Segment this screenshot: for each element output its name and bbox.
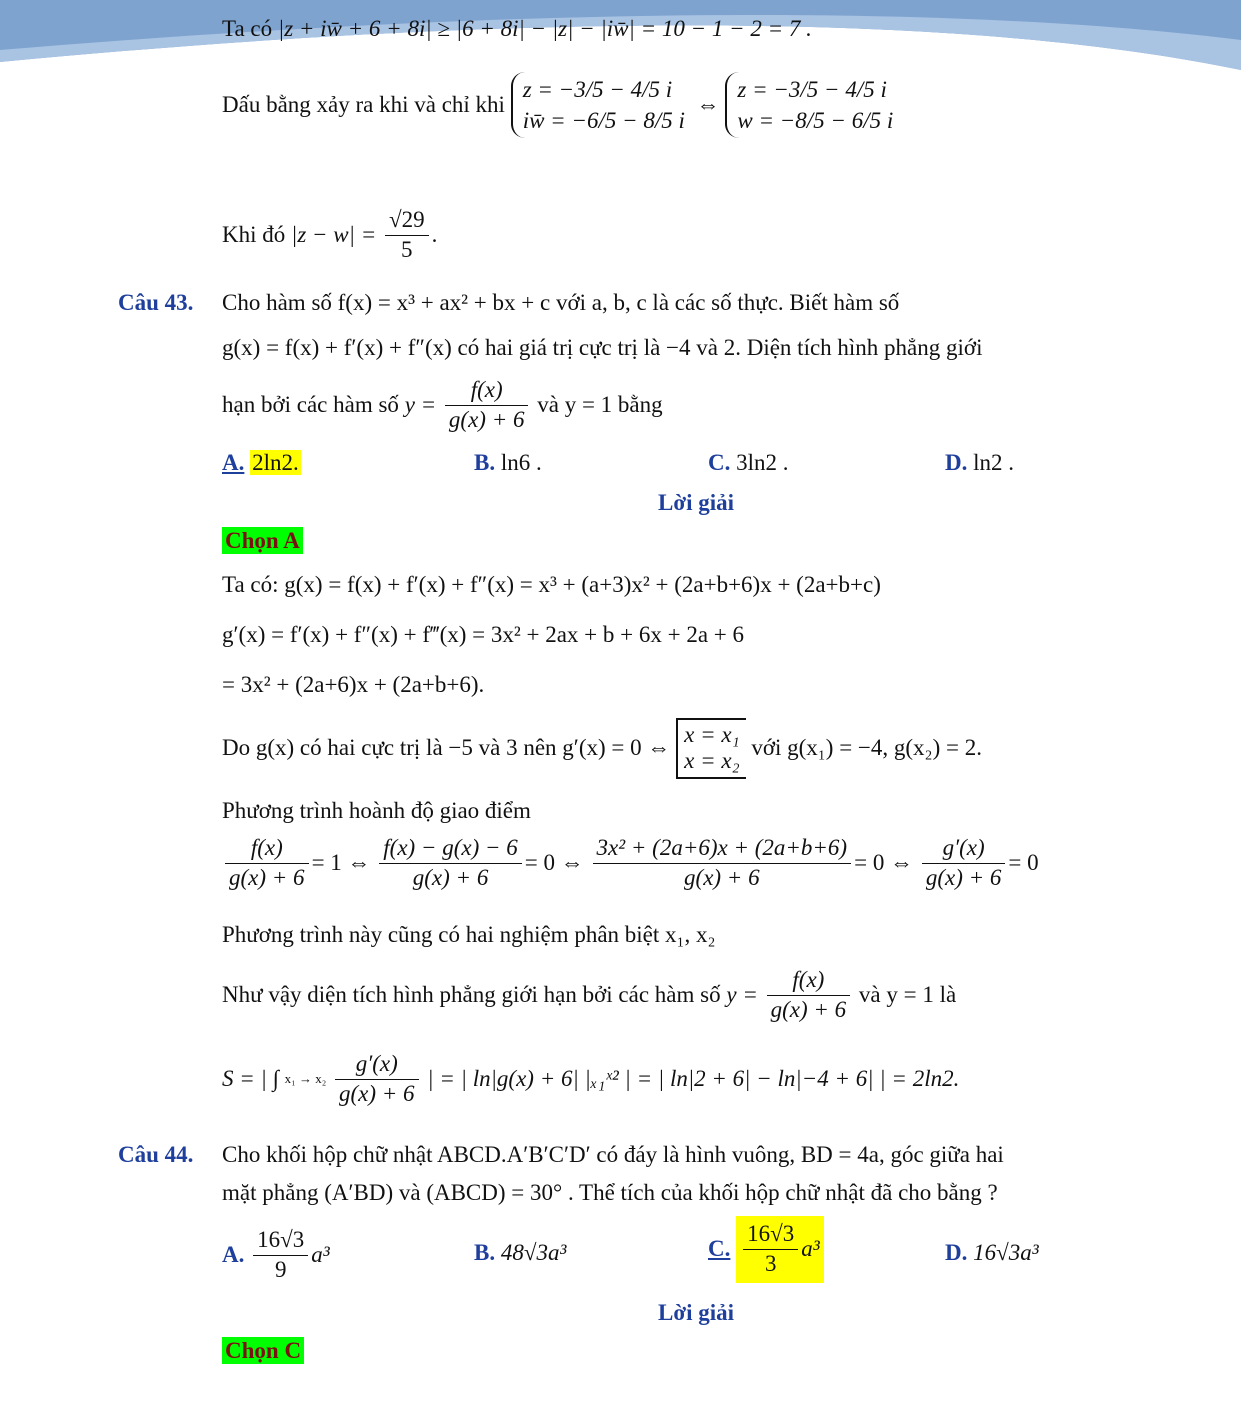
question-44-line-2: mặt phẳng (A′BD) và (ABCD) = 30° . Thể tích của khối hộp chữ nhật đã cho bằng ? [222,1180,998,1205]
question-43-label: Câu 43. [118,290,194,315]
top-line-2: Dấu bằng xảy ra khi và chỉ khi z = −3/5 − 4/5 i iw̄ = −6/5 − 8/5 i ⇔ z = −3/5 − 4/5 i w = −8/5 − 6/5 i [222,72,899,138]
solution-43-line-4: Do g(x) có hai cực trị là −5 và 3 nên g′(x) = 0 ⇔ x = x₁ x = x₂ với g(x₁) = −4, g(x₂) = 2. [222,718,982,779]
solution-title-44: Lời giải [658,1300,734,1325]
system-1: z = −3/5 − 4/5 i iw̄ = −6/5 − 8/5 i [511,72,691,138]
option-43-a: A. 2ln2. [222,450,299,475]
area-integral: S = | ∫ x₁ → x₂ $\frac{g'(x)}{g(x) + 6}$ | = | ln|g(x) + 6| |ₓ₁ˣ² | = | ln|2 + 6| − ln|−4 + 6| | = 2ln2. [222,1051,960,1106]
top-line-1: Ta có |z + iw̄ + 6 + 8i| ≥ |6 + 8i| − |z| − |iw̄| = 10 − 1 − 2 = 7 . [222,16,812,41]
option-43-b: B. ln6 . [474,450,542,475]
question-44-label: Câu 44. [118,1142,194,1167]
option-44-c: C. $\frac{16√3}{3}$ a³ [708,1216,824,1283]
question-44-line-1: Cho khối hộp chữ nhật ABCD.A′B′C′D′ có đáy là hình vuông, BD = 4a, góc giữa hai [222,1142,1004,1167]
correct-answer-highlight: 2ln2. [252,450,299,475]
top-line-1-math: |z + iw̄ + 6 + 8i| ≥ |6 + 8i| − |z| − |iw̄| = 10 − 1 − 2 = 7 . [277,16,812,41]
choice-43: Chọn A [222,528,303,554]
solution-43-line-3: = 3x² + (2a+6)x + (2a+b+6). [222,672,485,697]
solution-title-43: Lời giải [658,490,734,515]
system-2: z = −3/5 − 4/5 i w = −8/5 − 6/5 i [725,72,899,138]
option-44-b: B. 48√3a³ [474,1240,567,1265]
solution-43-line-1: Ta có: g(x) = f(x) + f′(x) + f″(x) = x³ + (a+3)x² + (2a+b+6)x + (2a+b+c) [222,572,881,597]
choice-44: Chọn C [222,1338,304,1364]
fraction-f-over-g: $\frac{f(x)}{g(x) + 6}$ [445,376,529,435]
solution-43-line-7: Như vậy diện tích hình phẳng giới hạn bởi các hàm số y = $\frac{f(x)}{g(x) + 6}$ và y = 1 là [222,967,957,1022]
solution-43-line-2: g′(x) = f′(x) + f″(x) + f‴(x) = 3x² + 2ax + b + 6x + 2a + 6 [222,622,745,647]
question-43-line-3: hạn bởi các hàm số y = $\frac{f(x)}{g(x) + 6}$ và y = 1 bằng [222,376,663,435]
solution-43-line-5: Phương trình hoành độ giao điểm [222,798,531,823]
option-43-d: D. ln2 . [945,450,1015,475]
intersection-equation: $\frac{f(x)}{g(x) + 6}$ = 1 ⇔ $\frac{f(x) - g(x) - 6}{g(x) + 6}$ = 0 ⇔ $\frac{\text{3x² + (2a+6)x + (2a+b+6)}}{g(x) + 6}$ = 0 ⇔ $\frac{g'(x)}{g(x) + 6}$ = 0 [222,834,1039,893]
fraction-sqrt29-over-5: $\frac{√29}{5}$ [385,206,429,265]
question-43-line-2: g(x) = f(x) + f′(x) + f″(x) có hai giá trị cực trị là −4 và 2. Diện tích hình phẳng giới [222,335,983,360]
question-43-line-1: Cho hàm số f(x) = x³ + ax² + bx + c với a, b, c là các số thực. Biết hàm số [222,290,900,315]
solution-43-line-6: Phương trình này cũng có hai nghiệm phân biệt x₁, x₂ [222,922,716,947]
top-line-3: Khi đó |z − w| = $\frac{√29}{5}$ . [222,206,437,265]
roots-bracket: x = x₁ x = x₂ [676,718,745,779]
option-43-c: C. 3ln2 . [708,450,789,475]
option-44-d: D. 16√3a³ [945,1240,1039,1265]
correct-answer-highlight: $\frac{16√3}{3}$ a³ [736,1216,824,1283]
option-44-a: A. $\frac{16√3}{9}$ a³ [222,1227,330,1282]
